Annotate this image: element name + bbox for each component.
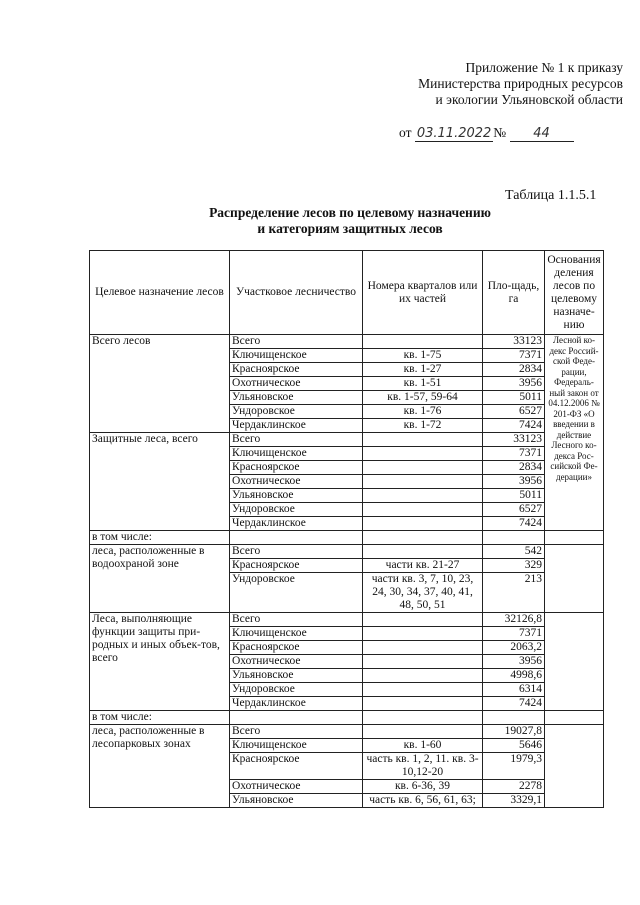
area-cell: 213 [483,573,545,613]
area-cell: 19027,8 [483,725,545,739]
quarters-cell [363,461,483,475]
area-cell: 2834 [483,461,545,475]
basis-empty-cell [545,545,604,613]
area-cell: 32126,8 [483,613,545,627]
forestry-cell: Ключищенское [230,447,363,461]
forestry-cell: Красноярское [230,753,363,780]
col-header-purpose: Целевое назначение лесов [90,251,230,335]
quarters-cell [363,545,483,559]
forestry-cell: Чердаклинское [230,419,363,433]
empty-cell [363,711,483,725]
title-line-1: Распределение лесов по целевому назначению [209,205,491,220]
forestry-cell: Охотничеcкое [230,377,363,391]
quarters-cell [363,475,483,489]
table-body [90,335,604,808]
area-cell: 4998,6 [483,669,545,683]
area-cell: 542 [483,545,545,559]
quarters-cell [363,627,483,641]
quarters-cell: части кв. 3, 7, 10, 23, 24, 30, 34, 37, 40, 41, 48, 50, 51 [363,573,483,613]
forestry-cell: Красноярское [230,559,363,573]
area-cell: 3956 [483,655,545,669]
area-cell: 3956 [483,377,545,391]
area-cell: 5646 [483,739,545,753]
quarters-cell: кв. 1-76 [363,405,483,419]
area-cell: 3956 [483,475,545,489]
area-cell: 6314 [483,683,545,697]
quarters-cell: кв. 1-51 [363,377,483,391]
forestry-cell: Ульяновское [230,794,363,808]
quarters-cell [363,489,483,503]
quarters-cell: кв. 1-60 [363,739,483,753]
quarters-cell [363,641,483,655]
empty-cell [545,531,604,545]
table-row [90,613,604,627]
forestry-cell: Охотничеcкое [230,655,363,669]
forestry-cell: Ключищенское [230,739,363,753]
forestry-cell: Охотничеcкое [230,475,363,489]
forestry-cell: Ульяновское [230,391,363,405]
forestry-cell: Всего [230,433,363,447]
title-line-2: и категориям защитных лесов [257,221,443,236]
forestry-cell: Ключищенское [230,349,363,363]
quarters-cell [363,725,483,739]
forestry-cell: Всего [230,725,363,739]
area-cell: 3329,1 [483,794,545,808]
area-cell: 6527 [483,503,545,517]
appendix-line-3: и экологии Ульяновской области [435,92,623,107]
table-row [90,725,604,739]
quarters-cell [363,669,483,683]
quarters-cell: части кв. 21-27 [363,559,483,573]
area-cell: 7371 [483,349,545,363]
order-prefix: от [399,125,412,140]
quarters-cell: часть кв. 6, 56, 61, 63; [363,794,483,808]
legal-basis-cell: Лесной ко-декс Россий-ской Феде-рации, Федераль-ный закон от 04.12.2006 № 201-ФЗ «О введении в действие Лесного ко-декса Рос-сийской Фе-дерации» [545,335,604,531]
quarters-cell: часть кв. 1, 2, 11. кв. 3-10,12-20 [363,753,483,780]
forestry-cell: Чердаклинское [230,517,363,531]
forestry-cell: Ульяновское [230,669,363,683]
quarters-cell [363,683,483,697]
quarters-cell [363,697,483,711]
order-number-label: № [493,125,507,140]
col-header-quarters: Номера кварталов или их частей [363,251,483,335]
basis-empty-cell [545,725,604,808]
area-cell: 2834 [483,363,545,377]
purpose-cell: леса, расположенные в лесопарковых зонах [90,725,230,808]
order-date-line [399,125,574,142]
quarters-cell: кв. 1-27 [363,363,483,377]
col-header-basis: Основания деления лесов по целевому назначе-нию [545,251,604,335]
purpose-cell: Всего лесов [90,335,230,433]
forestry-cell: Всего [230,335,363,349]
table-header-row [90,251,604,335]
area-cell: 7424 [483,517,545,531]
forestry-cell: Ундоровское [230,503,363,517]
including-row [90,711,604,725]
area-cell: 7424 [483,697,545,711]
col-header-forestry: Участковое лесничество [230,251,363,335]
purpose-cell: Леса, выполняющие функции защиты при-родных и иных объек-тов, всего [90,613,230,711]
quarters-cell [363,335,483,349]
purpose-cell: Защитные леса, всего [90,433,230,531]
col-header-area: Пло-щадь, га [483,251,545,335]
forestry-cell: Охотничеcкое [230,780,363,794]
order-date: 03.11.2022 [416,126,492,141]
forestry-cell: Всего [230,613,363,627]
quarters-cell: кв. 1-72 [363,419,483,433]
table-title [150,205,550,237]
quarters-cell [363,517,483,531]
area-cell: 7371 [483,447,545,461]
area-cell: 5011 [483,391,545,405]
quarters-cell [363,447,483,461]
order-number: 44 [510,126,574,142]
table-row [90,335,604,349]
quarters-cell [363,655,483,669]
area-cell: 2063,2 [483,641,545,655]
quarters-cell [363,503,483,517]
area-cell: 33123 [483,335,545,349]
quarters-cell: кв. 1-75 [363,349,483,363]
including-row [90,531,604,545]
quarters-cell: кв. 1-57, 59-64 [363,391,483,405]
empty-cell [363,531,483,545]
area-cell: 6527 [483,405,545,419]
appendix-line-1: Приложение № 1 к приказу [465,60,623,75]
area-cell: 5011 [483,489,545,503]
including-label: в том числе: [90,711,230,725]
quarters-cell: кв. 6-36, 39 [363,780,483,794]
area-cell: 7424 [483,419,545,433]
basis-empty-cell [545,613,604,711]
quarters-cell [363,433,483,447]
area-cell: 2278 [483,780,545,794]
forestry-cell: Чердаклинское [230,697,363,711]
forestry-cell: Ундоровское [230,683,363,697]
table-row [90,545,604,559]
table-row [90,433,604,447]
forestry-cell: Ключищенское [230,627,363,641]
empty-cell [483,531,545,545]
quarters-cell [363,613,483,627]
empty-cell [230,711,363,725]
forestry-cell: Красноярское [230,363,363,377]
empty-cell [483,711,545,725]
forestry-cell: Красноярское [230,641,363,655]
empty-cell [545,711,604,725]
forestry-cell: Ундоровское [230,405,363,419]
forest-distribution-table [89,250,604,808]
appendix-header [393,60,623,108]
area-cell: 33123 [483,433,545,447]
forestry-cell: Всего [230,545,363,559]
area-cell: 1979,3 [483,753,545,780]
area-cell: 329 [483,559,545,573]
including-label: в том числе: [90,531,230,545]
forestry-cell: Красноярское [230,461,363,475]
purpose-cell: леса, расположенные в водоохраной зоне [90,545,230,613]
table-number: Таблица 1.1.5.1 [505,188,597,203]
forestry-cell: Ульяновское [230,489,363,503]
appendix-line-2: Министерства природных ресурсов [418,76,623,91]
empty-cell [230,531,363,545]
area-cell: 7371 [483,627,545,641]
forestry-cell: Ундоровское [230,573,363,613]
